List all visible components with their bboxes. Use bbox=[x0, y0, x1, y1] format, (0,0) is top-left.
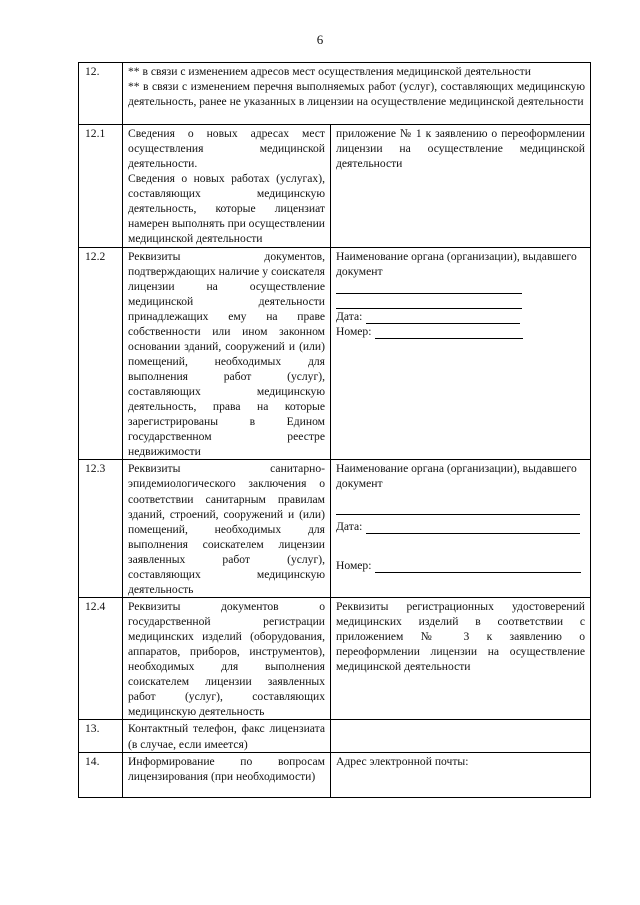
row-13-value[interactable] bbox=[331, 720, 591, 752]
date-row bbox=[336, 519, 585, 534]
date-label: Дата: bbox=[336, 309, 363, 323]
row-12-4-description: Реквизиты документов о государственной регистрации медицинских изделий (оборудования, аппаратов, приборов, инструментов), необходимых для выполнения соискателем лицензии заявленных работ (услуг), составляющих медицинскую деятельность bbox=[123, 597, 331, 720]
row-12-2-description: Реквизиты документов, подтверждающих наличие у соискателя лицензии на осуществление медицинской деятельности принадлежащих ему на праве собственности или ином законном основании зданий, сооружений и (или) помещений, необходимых для выполнения работ (услуг), составляющих медицинскую деятельность, права на которые зарегистрированы в Едином государственном реестре недвижимости bbox=[123, 247, 331, 460]
row-number: 14. bbox=[79, 752, 123, 797]
row-number: 12.1 bbox=[79, 125, 123, 248]
row-12-1-desc-addresses: Сведения о новых адресах мест осуществления медицинской деятельности. bbox=[128, 127, 325, 171]
row-number: 12. bbox=[79, 63, 123, 125]
row-13-description: Контактный телефон, факс лицензиата (в случае, если имеется) bbox=[123, 720, 331, 752]
number-label: Номер: bbox=[336, 558, 372, 572]
row-12-1-desc-works: Сведения о новых работах (услугах), составляющих медицинскую деятельность, которые лицензиат намерен выполнять при осуществлении медицинской деятельности bbox=[128, 172, 325, 246]
date-label: Дата: bbox=[336, 519, 363, 533]
row-number: 12.2 bbox=[79, 247, 123, 460]
number-field[interactable] bbox=[375, 561, 581, 573]
row-12-1-value: приложение № 1 к заявлению о переоформлении лицензии на осуществление медицинской деятельности bbox=[331, 125, 591, 248]
table-row-13 bbox=[79, 720, 591, 752]
issuer-field-line[interactable] bbox=[336, 502, 580, 515]
table-row-14 bbox=[79, 752, 591, 797]
date-row bbox=[336, 309, 585, 324]
row-14-description: Информирование по вопросам лицензирования (при необходимости) bbox=[123, 752, 331, 797]
page-number: 6 bbox=[316, 32, 324, 47]
date-field[interactable] bbox=[366, 522, 580, 534]
row-12-line-works: ** в связи с изменением перечня выполняемых работ (услуг), составляющих медицинскую деятельность, ранее не указанных в лицензии на осуществление медицинской деятельности bbox=[128, 80, 585, 109]
license-form-table bbox=[78, 62, 591, 798]
issuer-field-line-2[interactable] bbox=[336, 296, 522, 309]
table-row-12-4 bbox=[79, 597, 591, 720]
table-row-12-3 bbox=[79, 460, 591, 598]
table-row-12 bbox=[79, 63, 591, 125]
issuer-field-line-1[interactable] bbox=[336, 281, 522, 294]
row-number: 13. bbox=[79, 720, 123, 752]
issuer-label: Наименование органа (организации), выдавшего документ bbox=[336, 462, 577, 491]
row-14-value: Адрес электронной почты: bbox=[331, 752, 591, 797]
issuer-label: Наименование органа (организации), выдавшего документ bbox=[336, 249, 577, 278]
row-number: 12.3 bbox=[79, 460, 123, 598]
row-12-3-description: Реквизиты санитарно-эпидемиологического заключения о соответствии санитарным правилам зданий, строений, сооружений и (или) помещений, необходимых для выполнения соискателем лицензии заявленных работ (услуг), составляющих медицинскую деятельность bbox=[123, 460, 331, 598]
row-12-2-value bbox=[331, 247, 591, 460]
number-row bbox=[336, 558, 585, 573]
row-12-4-value: Реквизиты регистрационных удостоверений медицинских изделий в соответствии с приложением № 3 к заявлению о переоформлении лицензии на осуществление медицинской деятельности bbox=[331, 597, 591, 720]
table-row-12-1 bbox=[79, 125, 591, 248]
row-12-3-value bbox=[331, 460, 591, 598]
row-number: 12.4 bbox=[79, 597, 123, 720]
row-12-1-description bbox=[123, 125, 331, 248]
number-label: Номер: bbox=[336, 324, 372, 338]
row-12-text bbox=[123, 63, 591, 125]
table-row-12-2 bbox=[79, 247, 591, 460]
row-12-line-addresses: ** в связи с изменением адресов мест осуществления медицинской деятельности bbox=[128, 65, 531, 78]
date-field[interactable] bbox=[366, 312, 520, 324]
number-field[interactable] bbox=[375, 327, 523, 339]
number-row bbox=[336, 324, 585, 339]
